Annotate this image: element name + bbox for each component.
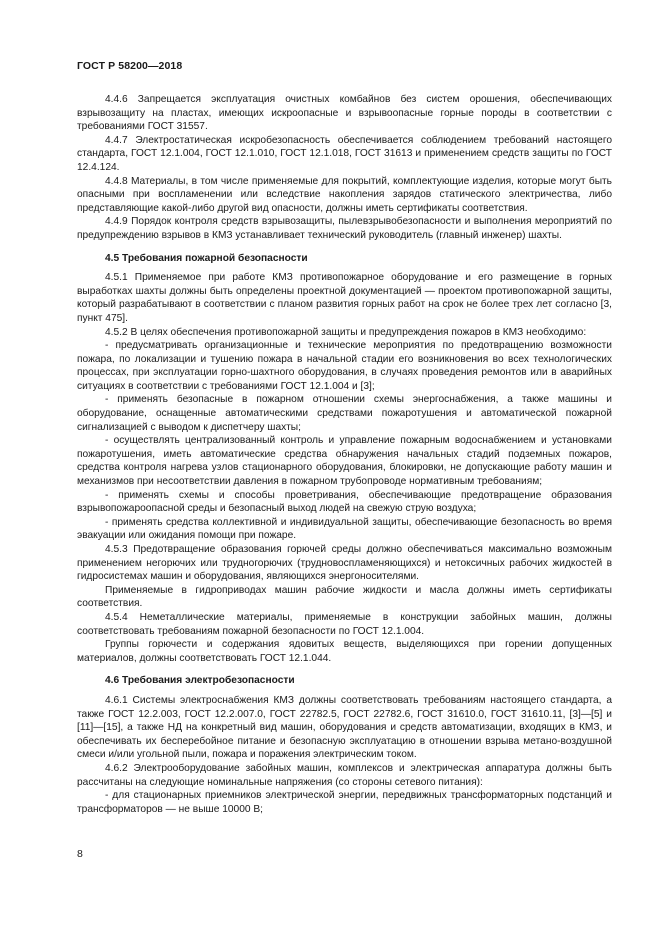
paragraph-4-4-8: 4.4.8 Материалы, в том числе применяемые для покрытий, комплектующие изделия, которые могут быть опасными при воспламенении или вследствие накопления зарядов статического электричества, либо представляющие какой-либо другой вид опасности, должны иметь сертификаты соответствия. xyxy=(77,175,612,214)
list-item: - применять схемы и способы проветривания, обеспечивающие предотвращение образования взрывопожароопасной среды и безопасный выход людей на свежую струю воздуха; xyxy=(77,489,612,515)
list-item: - применять средства коллективной и индивидуальной защиты, обеспечивающие безопасность во время эвакуации или ожидания помощи при пожаре. xyxy=(77,516,612,542)
paragraph-4-4-6: 4.4.6 Запрещается эксплуатация очистных комбайнов без систем орошения, обеспечивающих взрывозащиту на пластах, имеющих искроопасные и взрывоопасные горные породы в соответствии с требованиями ГОСТ 31557. xyxy=(77,94,612,133)
paragraph-4-6-1: 4.6.1 Системы электроснабжения КМЗ должны соответствовать требованиям настоящего стандарта, а также ГОСТ 12.2.003, ГОСТ 12.2.007.0, ГОСТ 22782.5, ГОСТ 22782.6, ГОСТ 31610.0, ГОСТ 31610.11, [3]—[5] и [11]—[15], а также НД на конкретный вид машин, оборудования и средств автоматизации, входящих в КМЗ, и обеспечивать их бесперебойное питание и безопасную эксплуатацию в отношении взрыва метано-воздушной смеси и/или угольной пыли, пожара и поражения электрическим током. xyxy=(77,694,612,761)
document-body xyxy=(77,93,612,816)
paragraph-4-5-2: 4.5.2 В целях обеспечения противопожарной защиты и предупреждения пожаров в КМЗ необходимо: xyxy=(105,326,587,338)
paragraph-4-5-3-continued: Применяемые в гидроприводах машин рабочие жидкости и масла должны иметь сертификаты соответствия. xyxy=(77,584,612,610)
list-item: - осуществлять централизованный контроль и управление пожарным водоснабжением и установками пожаротушения, иметь автоматические средства обнаружения начальных стадий подземных пожаров, средства контроля нагрева узлов стационарного оборудования, блокировки, не допускающие работу машин и механизмов при несоответствии давления в пожарном трубопроводе нормативным требованиям; xyxy=(77,435,612,488)
page-number: 8 xyxy=(77,848,83,860)
list-item: - для стационарных приемников электрической энергии, передвижных трансформаторных подстанций и трансформаторов — не выше 10000 В; xyxy=(77,790,612,815)
paragraph-4-5-4-continued: Группы горючести и содержания ядовитых веществ, выделяющихся при горении допущенных материалов, должны соответствовать ГОСТ 12.1.044. xyxy=(77,639,612,664)
document-code-header: ГОСТ Р 58200—2018 xyxy=(77,60,183,72)
paragraph-4-5-1: 4.5.1 Применяемое при работе КМЗ противопожарное оборудование и его размещение в горных выработках шахты должны быть определены проектной документацией — проектом противопожарной защиты, который разрабатывают в соответствии с планом развития горных работ на срок не более трех лет согласно [3, пункт 475]. xyxy=(77,272,612,324)
list-item: - применять безопасные в пожарном отношении схемы энергоснабжения, а также машины и оборудование, оснащенные автоматическими средствами пожаротушения и автоматической пожарной сигнализацией с выводом к диспетчеру шахты; xyxy=(77,394,612,433)
paragraph-4-4-7: 4.4.7 Электростатическая искробезопасность обеспечивается соблюдением требований настоящего стандарта, ГОСТ 12.1.004, ГОСТ 12.1.010, ГОСТ 12.1.018, ГОСТ 31613 и применением средств защиты по ГОСТ 12.4.124. xyxy=(77,134,612,173)
list-item: - предусматривать организационные и технические мероприятия по предотвращению возможности пожара, по локализации и тушению пожара в начальной стадии его возникновения во всех технологических процессах, при эксплуатации горно-шахтного оборудования, в случаях проведения ремонтов или в аварийных ситуациях в соответствии с требованиями ГОСТ 12.1.004 и [3]; xyxy=(77,340,612,392)
section-heading-4-6: 4.6 Требования электробезопасности xyxy=(105,675,295,687)
paragraph-4-5-4: 4.5.4 Неметаллические материалы, применяемые в конструкции забойных машин, должны соответствовать требованиям пожарной безопасности по ГОСТ 12.1.004. xyxy=(77,611,612,637)
paragraph-4-4-9: 4.4.9 Порядок контроля средств взрывозащиты, пылевзрывобезопасности и выполнения мероприятий по предупреждению взрывов в КМЗ устанавливает технический руководитель (главный инженер) шахты. xyxy=(77,216,612,241)
paragraph-4-6-2: 4.6.2 Электрооборудование забойных машин, комплексов и электрическая аппаратура должны быть рассчитаны на следующие номинальные напряжения (со стороны сетевого питания): xyxy=(77,762,612,788)
section-heading-4-5: 4.5 Требования пожарной безопасности xyxy=(105,252,308,264)
paragraph-4-5-3: 4.5.3 Предотвращение образования горючей среды должно обеспечиваться максимально возможным применением негорючих или трудногорючих (трудновоспламеняющихся) и нетоксичных рабочих жидкостей в гидросистемах машин и оборудования, являющихся энергоносителями. xyxy=(77,544,612,583)
